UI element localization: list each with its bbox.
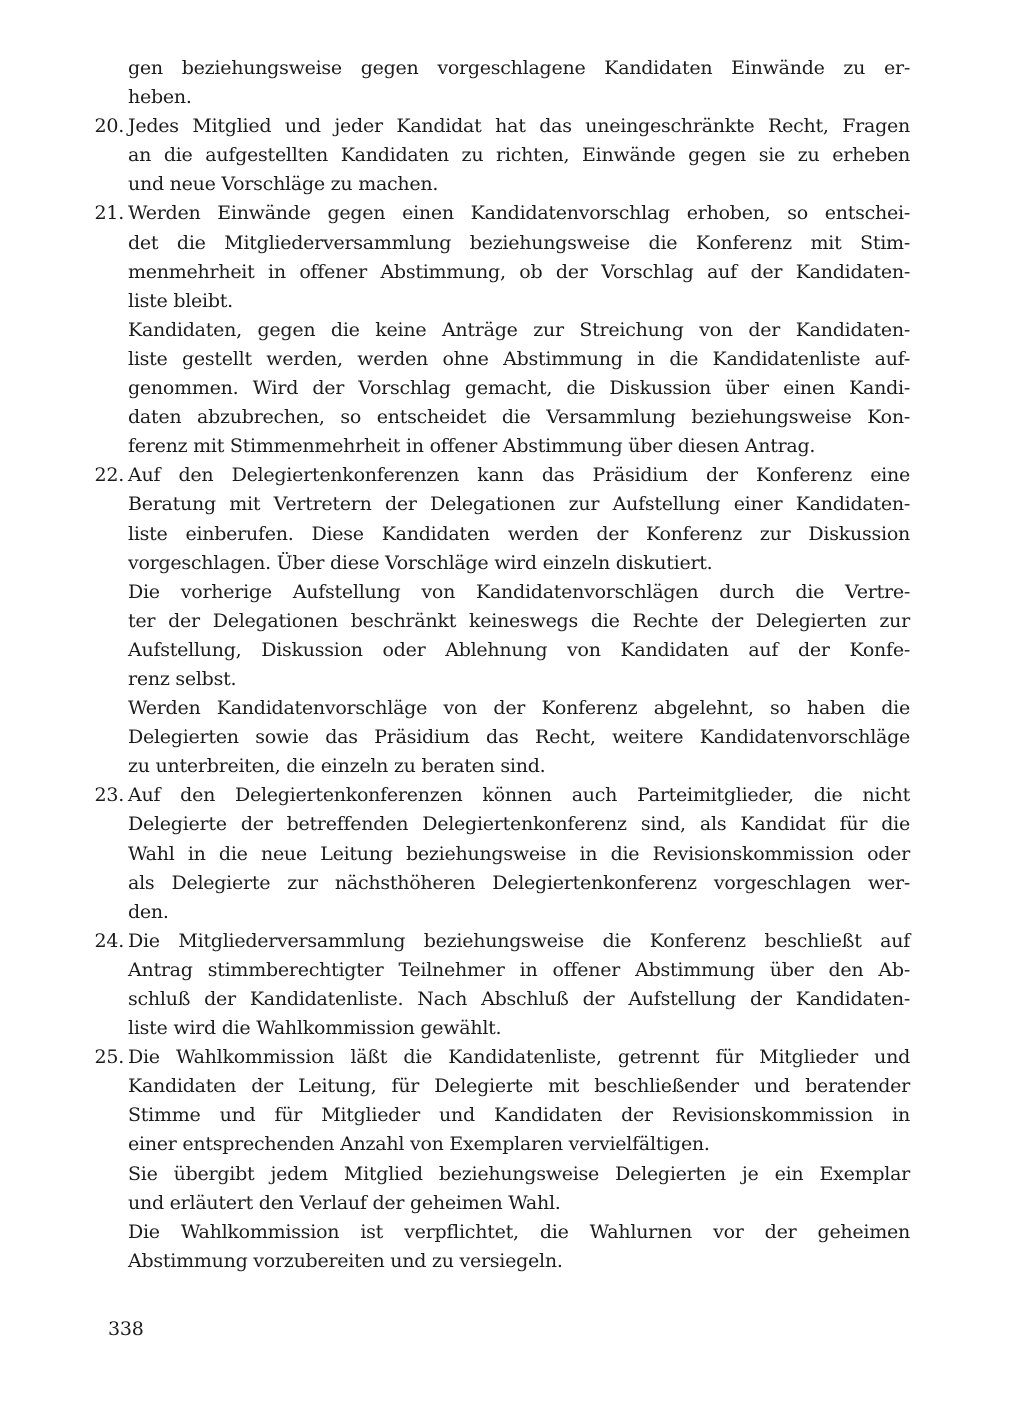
paragraph — [128, 112, 910, 199]
text-line: vorgeschlagen. Über diese Vorschläge wird einzeln diskutiert. — [128, 551, 713, 574]
paragraph — [128, 927, 910, 1043]
text-line: und neue Vorschläge zu machen. — [128, 173, 439, 196]
text-line: einer entsprechenden Anzahl von Exemplaren vervielfältigen. — [128, 1133, 710, 1156]
paragraph — [128, 1043, 910, 1159]
text-line: Kandidaten der Leitung, für Delegierte mit beschließender und beratender — [128, 1075, 910, 1098]
paragraph — [128, 199, 910, 315]
text-line: heben. — [128, 86, 192, 109]
numbered-list — [80, 112, 910, 1276]
text-line: ter der Delegationen beschränkt keineswegs die Rechte der Delegierten zur — [128, 609, 910, 632]
text-line: genommen. Wird der Vorschlag gemacht, die Diskussion über einen Kandi- — [128, 377, 910, 400]
text-line: Aufstellung, Diskussion oder Ablehnung von Kandidaten auf der Konfe- — [128, 638, 910, 661]
paragraph — [128, 54, 910, 112]
text-line: daten abzubrechen, so entscheidet die Versammlung beziehungsweise Kon- — [128, 406, 910, 429]
text-line: zu unterbreiten, die einzeln zu beraten sind. — [128, 755, 546, 778]
text-line: Delegierten sowie das Präsidium das Recht, weitere Kandidatenvorschläge — [128, 726, 910, 749]
text-line: den. — [128, 900, 169, 923]
text-line: Antrag stimmberechtigter Teilnehmer in offener Abstimmung über den Ab- — [128, 958, 910, 981]
list-item — [80, 112, 910, 199]
list-item — [80, 927, 910, 1043]
text-line: Auf den Delegiertenkonferenzen können auch Parteimitglieder, die nicht — [128, 784, 910, 807]
item-number: 23. — [94, 784, 124, 807]
text-line: Die Wahlkommission ist verpflichtet, die Wahlurnen vor der geheimen — [128, 1220, 910, 1243]
item-number: 20. — [94, 115, 124, 138]
text-line: det die Mitgliederversammlung beziehungsweise die Konferenz mit Stim- — [128, 231, 910, 254]
text-line: liste gestellt werden, werden ohne Abstimmung in die Kandidatenliste auf- — [128, 347, 910, 370]
text-line: Werden Einwände gegen einen Kandidatenvorschlag erhoben, so entschei- — [128, 202, 910, 225]
list-item — [80, 461, 910, 781]
text-line: Abstimmung vorzubereiten und zu versiegeln. — [128, 1249, 563, 1272]
text-line: als Delegierte zur nächsthöheren Delegiertenkonferenz vorgeschlagen wer- — [128, 871, 910, 894]
list-item — [80, 1043, 910, 1276]
list-item — [80, 199, 910, 461]
text-line: Jedes Mitglied und jeder Kandidat hat das uneingeschränkte Recht, Fragen — [128, 115, 910, 138]
text-line: Auf den Delegiertenkonferenzen kann das Präsidium der Konferenz eine — [128, 464, 910, 487]
paragraph — [128, 578, 910, 694]
item-number: 22. — [94, 464, 124, 487]
text-line: gen beziehungsweise gegen vorgeschlagene Kandidaten Einwände zu er- — [128, 57, 910, 79]
text-line: und erläutert den Verlauf der geheimen Wahl. — [128, 1191, 561, 1214]
text-line: ferenz mit Stimmenmehrheit in offener Abstimmung über diesen Antrag. — [128, 435, 816, 458]
text-line: menmehrheit in offener Abstimmung, ob der Vorschlag auf der Kandidaten- — [128, 260, 910, 283]
text-line: Stimme und für Mitglieder und Kandidaten der Revisionskommission in — [128, 1104, 910, 1127]
text-line: renz selbst. — [128, 667, 237, 690]
text-line: liste wird die Wahlkommission gewählt. — [128, 1017, 502, 1040]
item-number: 25. — [94, 1046, 124, 1069]
text-line: Die vorherige Aufstellung von Kandidatenvorschlägen durch die Vertre- — [128, 580, 910, 603]
text-line: liste einberufen. Diese Kandidaten werden der Konferenz zur Diskussion — [128, 522, 910, 545]
paragraph — [128, 781, 910, 926]
text-line: Werden Kandidatenvorschläge von der Konferenz abgelehnt, so haben die — [128, 697, 910, 720]
paragraph — [128, 316, 910, 461]
paragraph — [128, 1218, 910, 1276]
text-line: schluß der Kandidatenliste. Nach Abschluß der Aufstellung der Kandidaten- — [128, 988, 910, 1010]
page-number: 338 — [108, 1318, 144, 1340]
page-body — [80, 54, 910, 1276]
item-number: 24. — [94, 929, 124, 952]
continuation-paragraph — [80, 54, 910, 112]
text-line: Kandidaten, gegen die keine Anträge zur Streichung von der Kandidaten- — [128, 318, 910, 341]
text-line: Delegierte der betreffenden Delegiertenkonferenz sind, als Kandidat für die — [128, 813, 910, 836]
text-line: Beratung mit Vertretern der Delegationen zur Aufstellung einer Kandidaten- — [128, 493, 910, 516]
paragraph — [128, 694, 910, 781]
text-line: Sie übergibt jedem Mitglied beziehungsweise Delegierten je ein Exemplar — [128, 1162, 910, 1185]
paragraph — [128, 1160, 910, 1218]
text-line: liste bleibt. — [128, 289, 233, 312]
item-number: 21. — [94, 202, 124, 225]
text-line: Die Wahlkommission läßt die Kandidatenliste, getrennt für Mitglieder und — [128, 1046, 910, 1069]
paragraph — [128, 461, 910, 577]
text-line: Wahl in die neue Leitung beziehungsweise in die Revisionskommission oder — [128, 842, 910, 865]
text-line: an die aufgestellten Kandidaten zu richten, Einwände gegen sie zu erheben — [128, 144, 910, 167]
list-item — [80, 781, 910, 926]
text-line: Die Mitgliederversammlung beziehungsweise die Konferenz beschließt auf — [128, 929, 910, 952]
